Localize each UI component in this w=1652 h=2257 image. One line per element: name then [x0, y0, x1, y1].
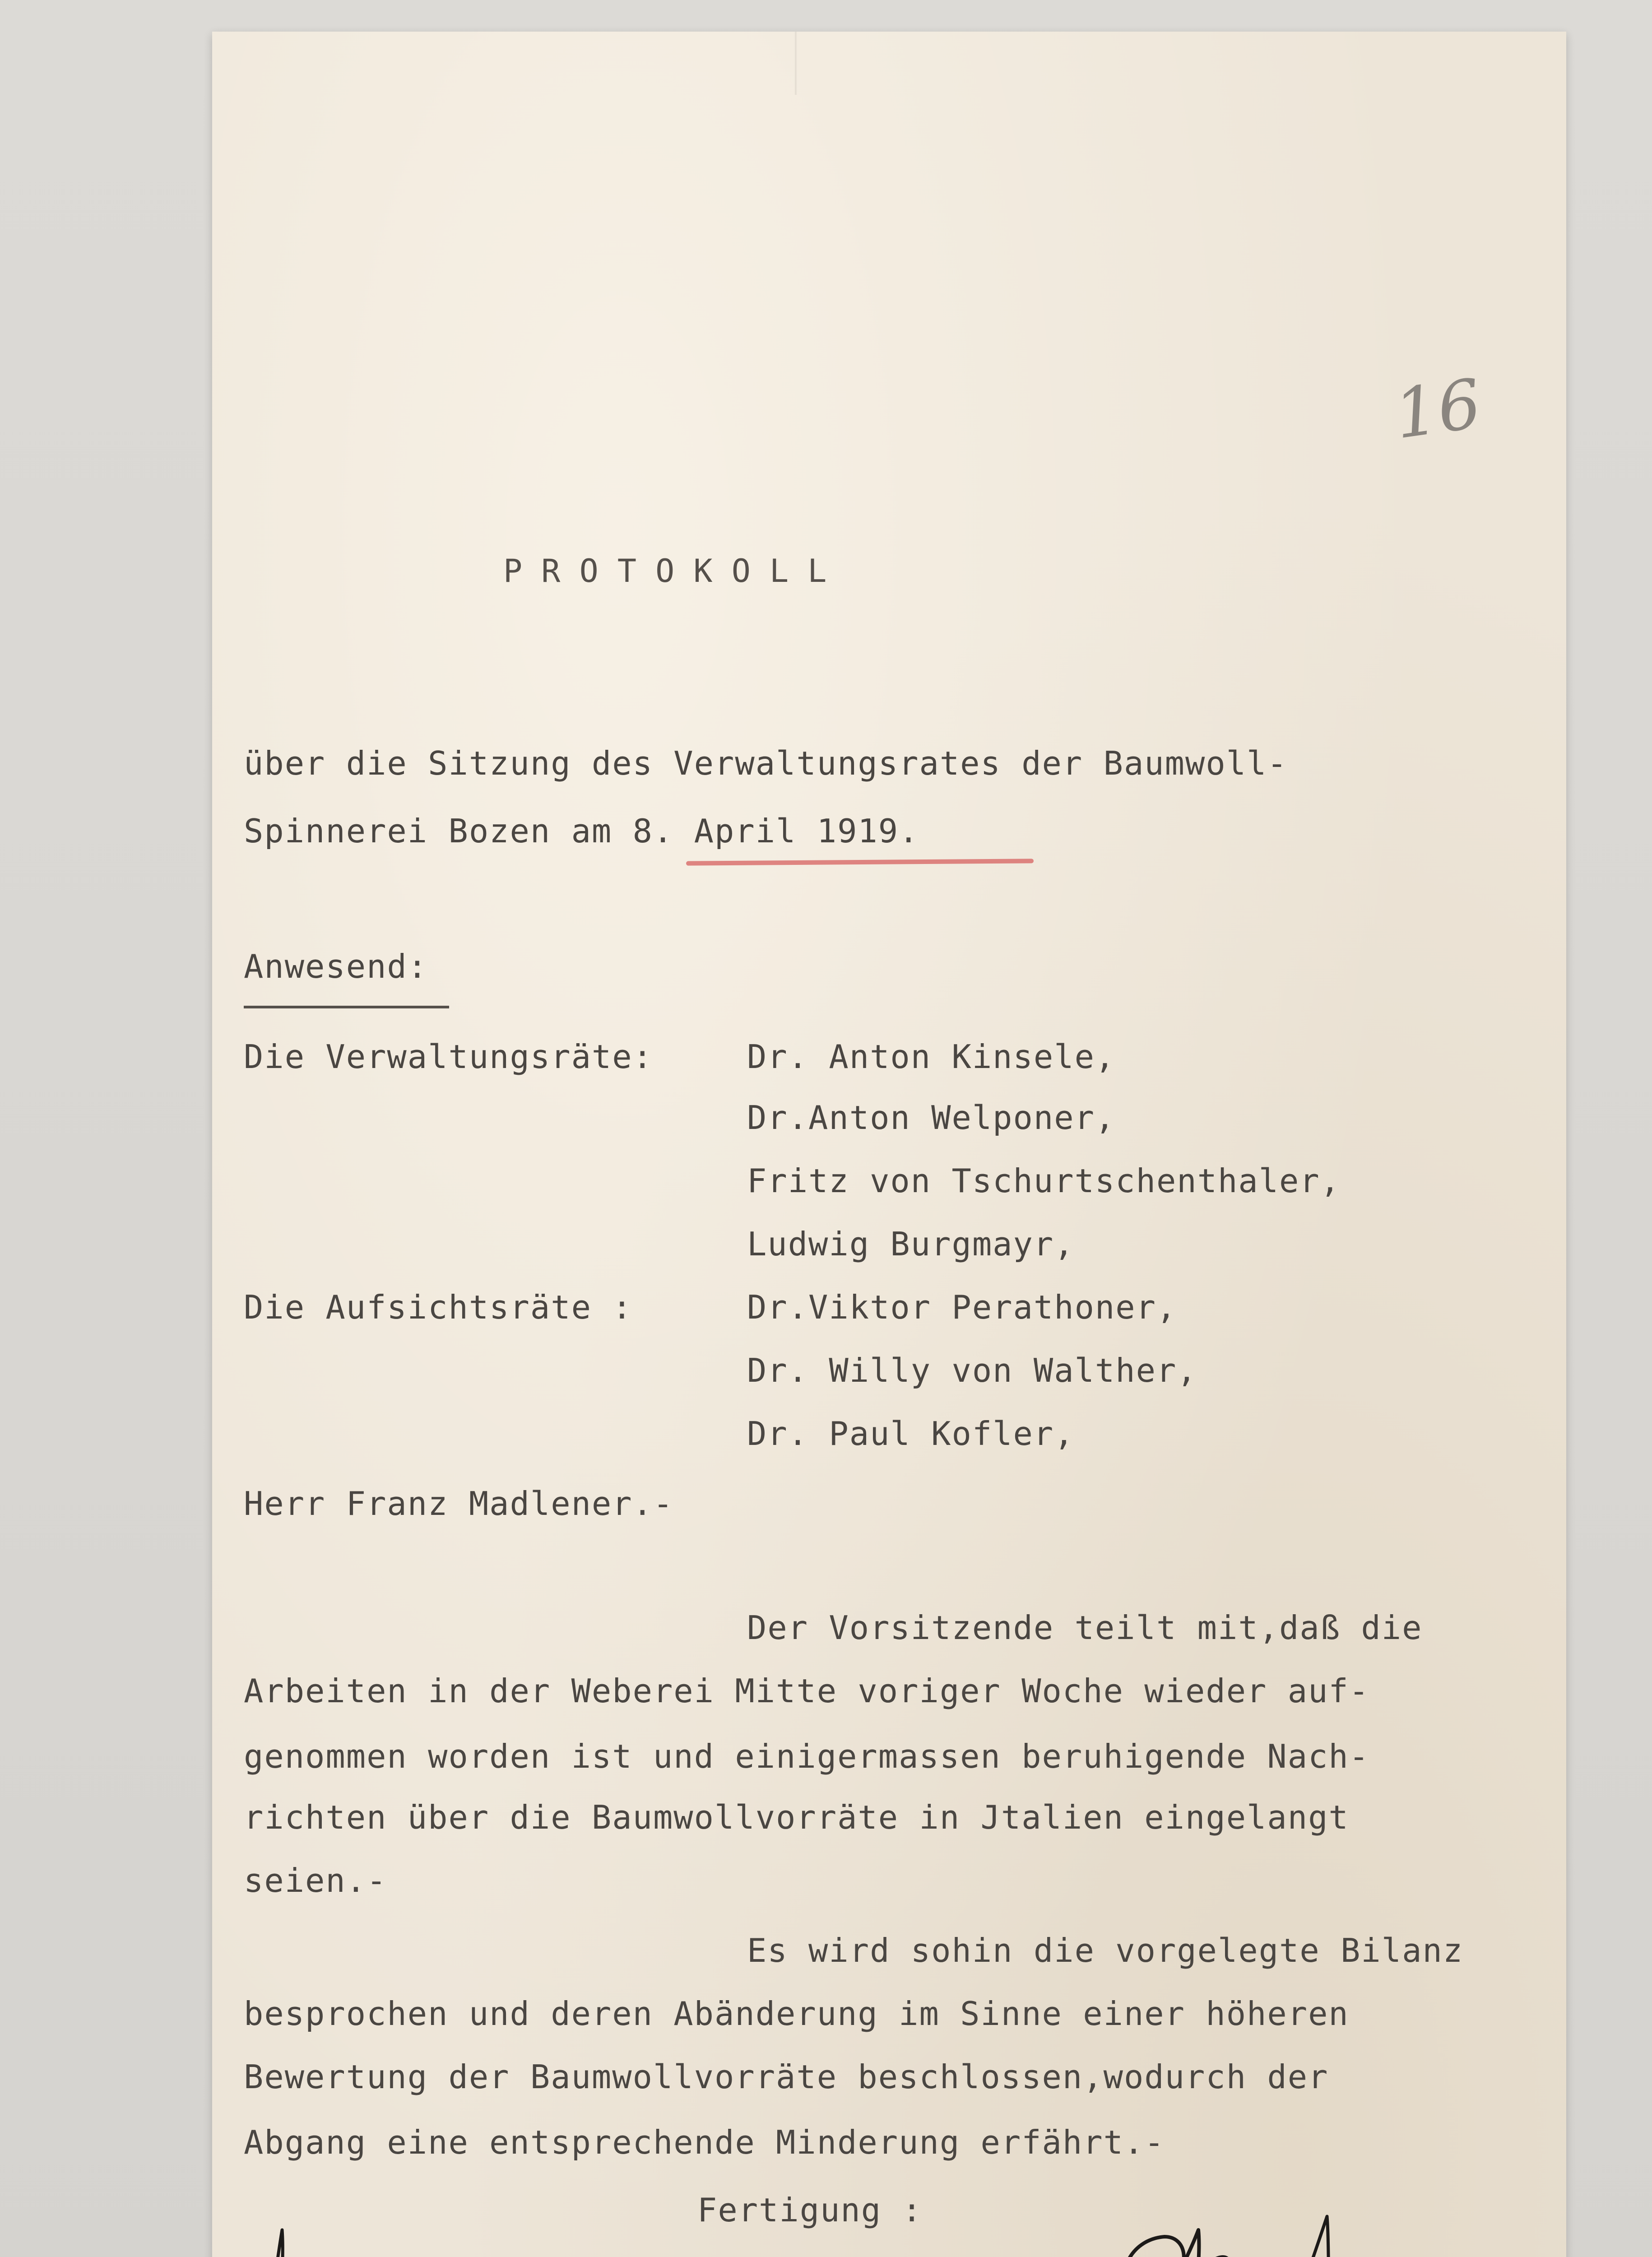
heading-underline — [244, 1006, 449, 1008]
subject-line-1: über die Sitzung des Verwaltungsrates der Baumwoll- — [244, 744, 1288, 782]
signature-kinsele — [1101, 2203, 1575, 2257]
paragraph-2-line: besprochen und deren Abänderung im Sinne einer höheren — [244, 1995, 1349, 2033]
board-member: Dr.Anton Welponer, — [747, 1099, 1116, 1137]
guest-line: Herr Franz Madlener.- — [244, 1485, 674, 1523]
signature-tschurtschenthaler — [244, 2203, 569, 2257]
paragraph-2-line: Es wird sohin die vorgelegte Bilanz — [747, 1932, 1464, 1969]
paragraph-2-line: Bewertung der Baumwollvorräte beschlossen,wodurch der — [244, 2058, 1329, 2096]
attendance-heading: Anwesend: — [244, 947, 428, 985]
paragraph-1-line: seien.- — [244, 1862, 387, 1899]
supervisory-label: Die Aufsichtsräte : — [244, 1288, 633, 1326]
paragraph-2-line: Abgang eine entsprechende Minderung erfährt.- — [244, 2123, 1165, 2161]
board-label: Die Verwaltungsräte: — [244, 1038, 653, 1076]
signature-label: Fertigung : — [697, 2191, 923, 2229]
supervisory-member: Dr.Viktor Perathoner, — [747, 1288, 1177, 1326]
document-sheet — [212, 32, 1566, 2257]
paragraph-1-line: Arbeiten in der Weberei Mitte voriger Woche wieder auf- — [244, 1672, 1370, 1710]
paragraph-1-line: richten über die Baumwollvorräte in Jtalien eingelangt — [244, 1798, 1349, 1836]
paragraph-1-line: Der Vorsitzende teilt mit,daß die — [747, 1609, 1423, 1647]
subject-line-2: Spinnerei Bozen am 8. April 1919. — [244, 812, 919, 850]
supervisory-member: Dr. Willy von Walther, — [747, 1351, 1197, 1389]
board-member: Dr. Anton Kinsele, — [747, 1038, 1116, 1076]
paragraph-1-line: genommen worden ist und einigermassen beruhigende Nach- — [244, 1737, 1370, 1775]
supervisory-member: Dr. Paul Kofler, — [747, 1415, 1075, 1453]
page-number: 16 — [1389, 364, 1486, 455]
document-title: P R O T O K O L L — [503, 553, 827, 590]
board-member: Fritz von Tschurtschenthaler, — [747, 1162, 1341, 1200]
board-member: Ludwig Burgmayr, — [747, 1225, 1075, 1263]
paper-fold — [794, 32, 797, 95]
